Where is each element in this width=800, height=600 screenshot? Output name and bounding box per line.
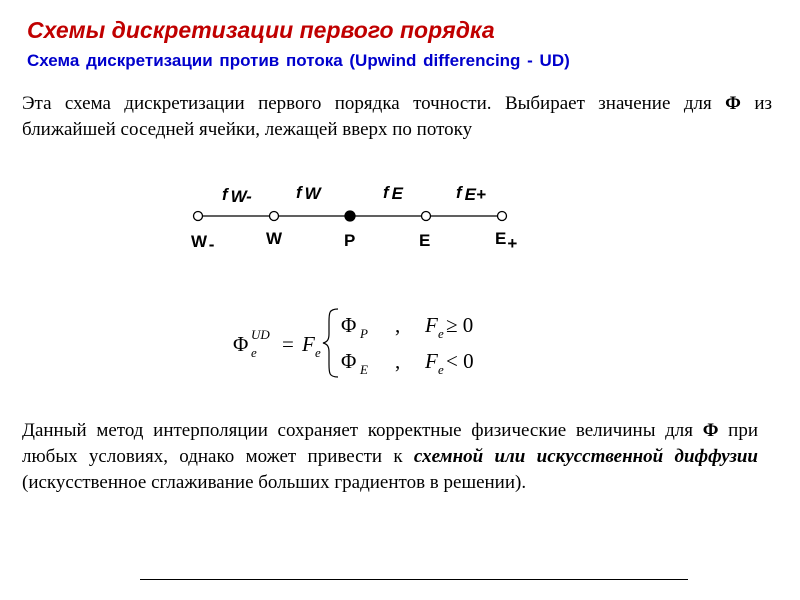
conclusion-text-3: (искусственное сглаживание больших градиентов в решении).	[22, 472, 527, 493]
conclusion-text-1: Данный метод интерполяции сохраняет корректные физические величины для	[22, 420, 703, 441]
footer-divider	[140, 579, 688, 580]
slide-subtitle: Схема дискретизации против потока (Upwind differencing - UD)	[27, 51, 570, 70]
case2-phi-sub: E	[360, 362, 368, 377]
slide-title: Схемы дискретизации первого порядка	[27, 17, 495, 43]
formula-coef: F	[302, 332, 315, 356]
case1-cond-var: F	[425, 313, 438, 337]
node-label-w: W	[266, 229, 283, 248]
formula-lhs-sub: e	[251, 345, 257, 360]
formula-lhs-sup: UD	[251, 327, 270, 342]
case2-cond-sub: e	[438, 362, 444, 377]
conclusion-phi-symbol: Φ	[702, 420, 719, 441]
case1-cond-rel: ≥ 0	[446, 313, 474, 337]
intro-phi-symbol: Φ	[725, 93, 741, 114]
case2-cond-var: F	[425, 349, 438, 373]
flux-label-e-plus: f E+	[456, 183, 486, 204]
formula-equals: =	[282, 332, 294, 356]
case1-phi: Φ	[341, 313, 357, 337]
node-label-w-minus: W -	[191, 232, 215, 254]
case1-phi-sub: P	[360, 326, 368, 341]
flux-label-w: f W	[296, 183, 321, 203]
flux-label-e: f E	[383, 183, 404, 203]
case2-phi: Φ	[341, 349, 357, 373]
conclusion-paragraph	[22, 418, 758, 496]
formula-lhs-phi: Φ	[233, 332, 249, 356]
node-label-e-plus: E+	[495, 229, 518, 253]
conclusion-text-2: при любых условиях, однако может привести к	[22, 420, 759, 467]
intro-text-after: из ближайшей соседней ячейки, лежащей вверх по потоку	[22, 93, 772, 140]
case2-sep: ,	[395, 349, 401, 373]
intro-text-before: Эта схема дискретизации первого порядка точности. Выбирает значение для	[22, 93, 726, 114]
case1-cond-sub: e	[438, 326, 444, 341]
node-label-p: P	[344, 231, 356, 250]
case1-sep: ,	[395, 313, 401, 337]
flux-label-w-minus: f W-	[222, 185, 252, 206]
node-label-e: E	[419, 231, 431, 250]
conclusion-emphasis: схемной или искусственной диффузии	[413, 446, 758, 467]
case2-cond-rel: < 0	[446, 349, 474, 373]
formula-coef-sub: e	[315, 345, 321, 360]
formula-brace	[323, 309, 338, 377]
